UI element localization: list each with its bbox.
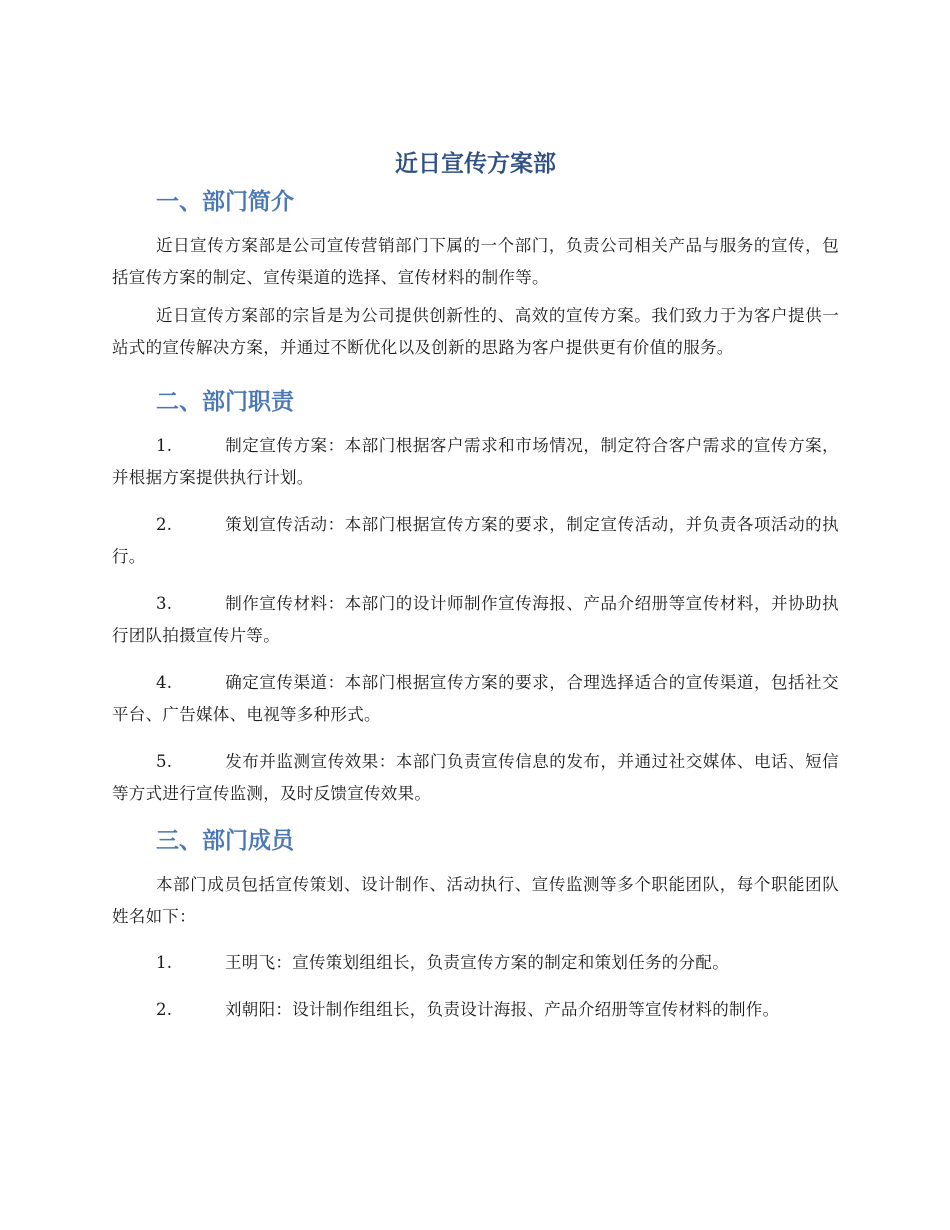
list-number: 2.	[156, 515, 173, 534]
section-members	[112, 825, 839, 1026]
intro-paragraph-2: 近日宣传方案部的宗旨是为公司提供创新性的、高效的宣传方案。我们致力于为客户提供一站式的宣传解决方案，并通过不断优化以及创新的思路为客户提供更有价值的服务。	[112, 306, 839, 357]
list-number: 4.	[156, 673, 173, 692]
list-item	[112, 509, 839, 573]
list-item	[112, 746, 839, 810]
list-text: 策划宣传活动：本部门根据宣传方案的要求，制定宣传活动，并负责各项活动的执行。	[112, 515, 839, 566]
list-item	[112, 667, 839, 731]
document-page	[112, 148, 839, 1041]
section-heading-intro: 一、部门简介	[156, 189, 294, 215]
list-text: 发布并监测宣传效果：本部门负责宣传信息的发布，并通过社交媒体、电话、短信等方式进行宣传监测，及时反馈宣传效果。	[112, 752, 839, 803]
intro-paragraph-1: 近日宣传方案部是公司宣传营销部门下属的一个部门，负责公司相关产品与服务的宣传，包括宣传方案的制定、宣传渠道的选择、宣传材料的制作等。	[112, 236, 839, 287]
list-text: 确定宣传渠道：本部门根据宣传方案的要求，合理选择适合的宣传渠道，包括社交平台、广告媒体、电视等多种形式。	[112, 673, 839, 724]
list-item	[112, 588, 839, 652]
section-heading-duties: 二、部门职责	[156, 389, 294, 415]
section-intro	[112, 186, 839, 364]
section-duties	[112, 386, 839, 810]
list-item	[112, 430, 839, 494]
list-number: 3.	[156, 594, 173, 613]
list-text: 制作宣传材料：本部门的设计师制作宣传海报、产品介绍册等宣传材料，并协助执行团队拍摄宣传片等。	[112, 594, 839, 645]
list-item	[112, 947, 839, 979]
list-text: 王明飞：宣传策划组组长，负责宣传方案的制定和策划任务的分配。	[225, 953, 729, 972]
list-number: 1.	[156, 436, 173, 455]
document-title: 近日宣传方案部	[395, 151, 556, 177]
list-text: 制定宣传方案：本部门根据客户需求和市场情况，制定符合客户需求的宣传方案，并根据方案提供执行计划。	[112, 436, 839, 487]
members-paragraph: 本部门成员包括宣传策划、设计制作、活动执行、宣传监测等多个职能团队，每个职能团队姓名如下：	[112, 875, 839, 926]
list-item	[112, 994, 839, 1026]
list-number: 1.	[156, 953, 173, 972]
list-text: 刘朝阳：设计制作组组长，负责设计海报、产品介绍册等宣传材料的制作。	[225, 1000, 780, 1019]
list-number: 2.	[156, 1000, 173, 1019]
list-number: 5.	[156, 752, 173, 771]
section-heading-members: 三、部门成员	[156, 828, 294, 854]
